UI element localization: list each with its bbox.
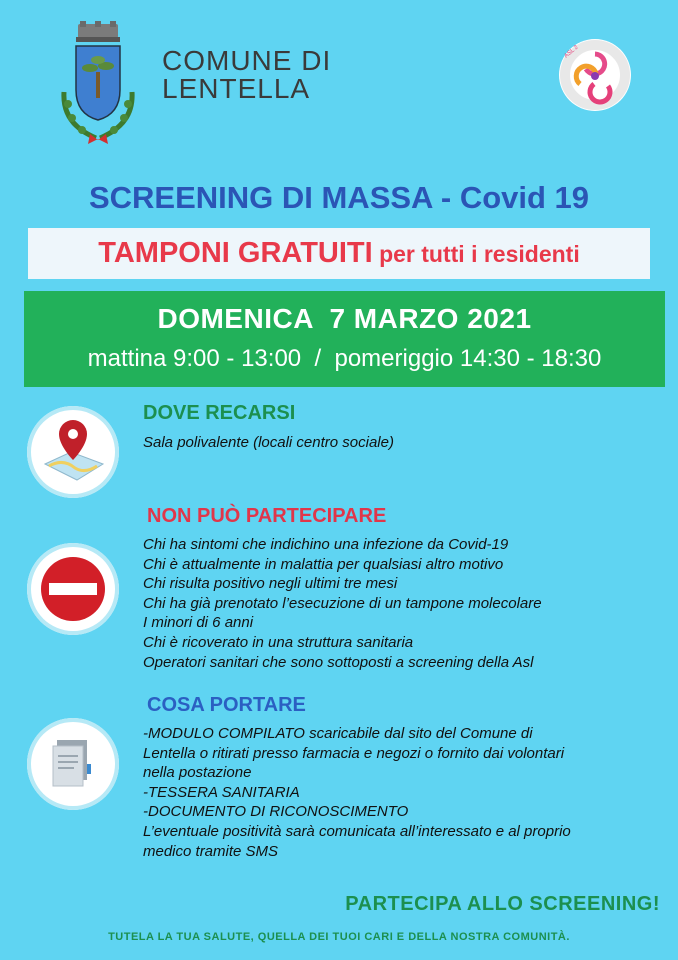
list-item: -DOCUMENTO DI RICONOSCIMENTO <box>143 803 409 821</box>
no-entry-icon <box>27 543 119 635</box>
list-item: Chi è attualmente in malattia per qualsiasi altro motivo <box>143 555 504 573</box>
event-hours: mattina 9:00 - 13:00 / pomeriggio 14:30 - 18:30 <box>87 345 602 372</box>
non-puo-partecipare-title: NON PUÒ PARTECIPARE <box>147 505 387 527</box>
list-item: I minori di 6 anni <box>143 614 254 632</box>
list-item: -TESSERA SANITARIA <box>143 783 300 801</box>
free-tests-banner <box>28 228 650 279</box>
cosa-portare-list <box>143 724 643 861</box>
map-pin-icon <box>27 406 119 498</box>
comune-title <box>162 47 331 103</box>
list-item: L’eventuale positività sarà comunicata all’interessato e al proprio <box>143 822 571 840</box>
footer-tagline: TUTELA LA TUA SALUTE, QUELLA DEI TUOI CARI E DELLA NOSTRA COMUNITÀ. <box>108 931 570 943</box>
free-tests-rest: per tutti i residenti <box>372 241 580 267</box>
non-puo-partecipare-list <box>143 535 542 672</box>
svg-text:ASL 2: ASL 2 <box>563 44 580 60</box>
cosa-portare-title: COSA PORTARE <box>147 694 306 716</box>
date-banner <box>24 291 665 387</box>
list-item: Chi risulta positivo negli ultimi tre mesi <box>143 575 398 593</box>
list-item: -MODULO COMPILATO scaricabile dal sito del Comune di <box>143 725 533 742</box>
comune-line1: COMUNE DI <box>162 45 332 76</box>
comune-line2: LENTELLA <box>162 73 311 104</box>
coat-of-arms-icon <box>50 20 146 150</box>
document-icon <box>27 718 119 810</box>
asl-logo-icon <box>558 38 632 112</box>
event-date: DOMENICA 7 MARZO 2021 <box>157 303 532 334</box>
list-item: Lentella o ritirati presso farmacia e negozi o fornito dai volontari <box>143 744 565 762</box>
list-item: Operatori sanitari che sono sottoposti a screening della Asl <box>143 653 534 671</box>
list-item: Chi ha già prenotato l’esecuzione di un tampone molecolare <box>143 594 542 612</box>
list-item: Chi ha sintomi che indichino una infezione da Covid-19 <box>143 536 509 553</box>
call-to-action: PARTECIPA ALLO SCREENING! <box>345 893 660 915</box>
dove-recarsi-text: Sala polivalente (locali centro sociale) <box>143 434 394 451</box>
free-tests-bold: TAMPONI GRATUITI <box>98 237 373 269</box>
list-item: nella postazione <box>143 764 252 782</box>
main-title: SCREENING DI MASSA - Covid 19 <box>88 180 590 215</box>
list-item: medico tramite SMS <box>143 842 279 860</box>
list-item: Chi è ricoverato in una struttura sanitaria <box>143 633 414 651</box>
dove-recarsi-title: DOVE RECARSI <box>143 402 296 424</box>
